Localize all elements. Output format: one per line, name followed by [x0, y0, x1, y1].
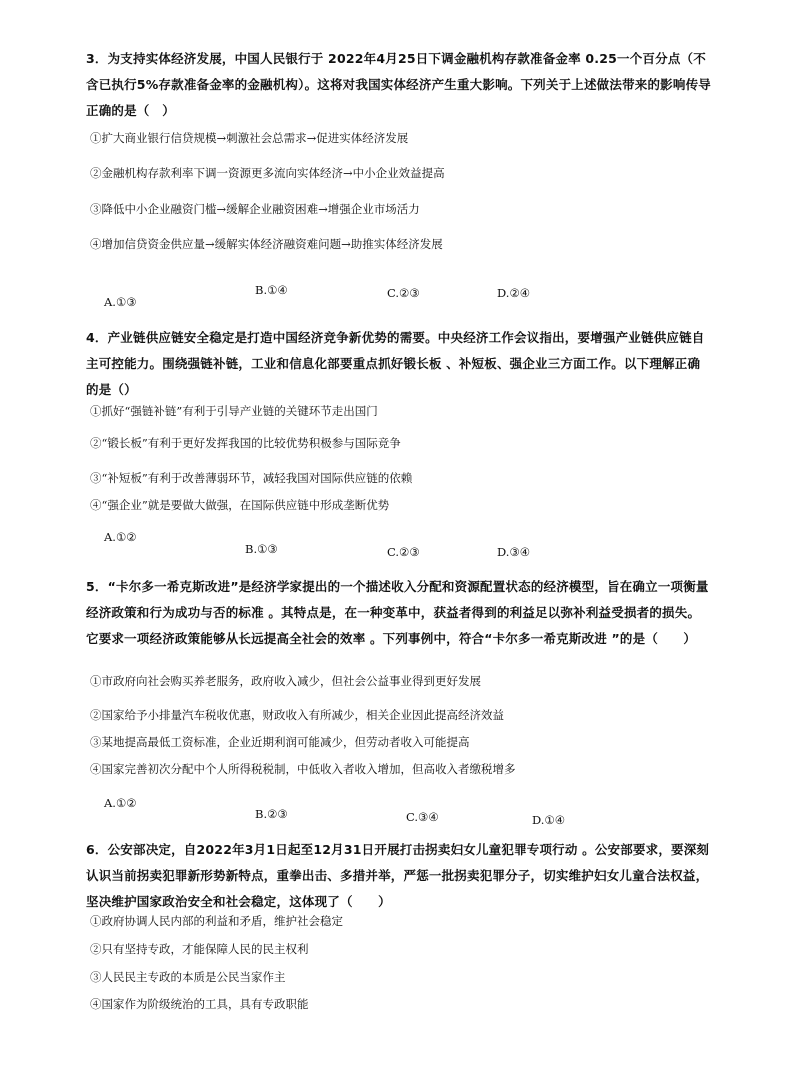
question-4-option-3: ③“补短板”有利于改善薄弱环节，减轻我国对国际供应链的依赖	[90, 471, 413, 485]
question-4-option-4: ④“强企业”就是要做大做强，在国际供应链中形成垄断优势	[90, 498, 390, 512]
question-6-option-1: ①政府协调人民内部的利益和矛盾，维护社会稳定	[90, 914, 343, 928]
question-5-stem: 5．“卡尔多一希克斯改进”是经济学家提出的一个描述收入分配和资源配置状态的经济模型，旨在确立一项衡量经济政策和行为成功与否的标准 。其特点是，在一种变革中，获益者得到的利益足以弥补利益受损者的损失。它要求一项经济政策能够从长远提高全社会的效率 。下列事例中，符合“卡尔多一希克斯改进 ”的是（ ）	[86, 579, 709, 646]
question-3-choice-d: D.②④	[497, 286, 531, 300]
question-6-option-3: ③人民民主专政的本质是公民当家作主	[90, 970, 286, 984]
question-3-choice-c: C.②③	[387, 286, 420, 300]
question-5-option-2: ②国家给予小排量汽车税收优惠，财政收入有所减少，相关企业因此提高经济效益	[90, 708, 504, 722]
question-3-choice-a: A.①③	[104, 295, 137, 309]
question-4-choice-d: D.③④	[497, 545, 531, 559]
question-5-option-3: ③某地提高最低工资标准，企业近期利润可能减少，但劳动者收入可能提高	[90, 735, 470, 749]
question-3-option-2: ②金融机构存款利率下调一资源更多流向实体经济→中小企业效益提高	[90, 166, 445, 180]
question-5-choice-a: A.①②	[104, 796, 137, 810]
question-5-choice-c: C.③④	[406, 810, 439, 824]
question-3-choice-b: B.①④	[255, 283, 288, 297]
question-4-choice-c: C.②③	[387, 545, 420, 559]
question-3-option-4: ④增加信贷资金供应量→缓解实体经济融资难问题→助推实体经济发展	[90, 237, 443, 251]
question-5-choice-b: B.②③	[255, 807, 288, 821]
question-4-choice-b: B.①③	[245, 542, 278, 556]
question-4-stem: 4．产业链供应链安全稳定是打造中国经济竞争新优势的需要。中央经济工作会议指出，要增强产业链供应链自主可控能力。围绕强链补链，工业和信息化部要重点抓好锻长板 、补短板、强企业三方面工作。以下理解正确的是（）	[86, 330, 705, 397]
question-6-option-2: ②只有坚持专政，才能保障人民的民主权利	[90, 942, 309, 956]
question-5-option-1: ①市政府向社会购买养老服务，政府收入减少，但社会公益事业得到更好发展	[90, 674, 481, 688]
question-4-choice-a: A.①②	[104, 530, 137, 544]
question-5-choice-d: D.①④	[532, 813, 566, 827]
question-3-option-1: ①扩大商业银行信贷规模→刺激社会总需求→促进实体经济发展	[90, 131, 409, 145]
question-3-option-3: ③降低中小企业融资门槛→缓解企业融资困难→增强企业市场活力	[90, 202, 420, 216]
question-6-stem: 6．公安部决定，自2022年3月1日起至12月31日开展打击拐卖妇女儿童犯罪专项行动 。公安部要求，要深刻认识当前拐卖犯罪新形势新特点，重拳出击、多措并举，严惩一批拐卖犯罪分子，切实维护妇女儿童合法权益，坚决维护国家政治安全和社会稳定，这体现了（ ）	[86, 842, 710, 909]
question-6-option-4: ④国家作为阶级统治的工具，具有专政职能	[90, 997, 309, 1011]
question-4-option-1: ①抓好“强链补链”有利于引导产业链的关键环节走出国门	[90, 404, 378, 418]
question-5-option-4: ④国家完善初次分配中个人所得税税制，中低收入者收入增加，但高收入者缴税增多	[90, 762, 516, 776]
question-3-stem: 3．为支持实体经济发展，中国人民银行于 2022年4月25日下调金融机构存款准备金率 0.25一个百分点（不含已执行5%存款准备金率的金融机构）。这将对我国实体经济产生重大影响。下列关于上述做法带来的影响传导正确的是（ ）	[86, 51, 711, 118]
question-4-option-2: ②“锻长板”有利于更好发挥我国的比较优势积极参与国际竞争	[90, 436, 401, 450]
